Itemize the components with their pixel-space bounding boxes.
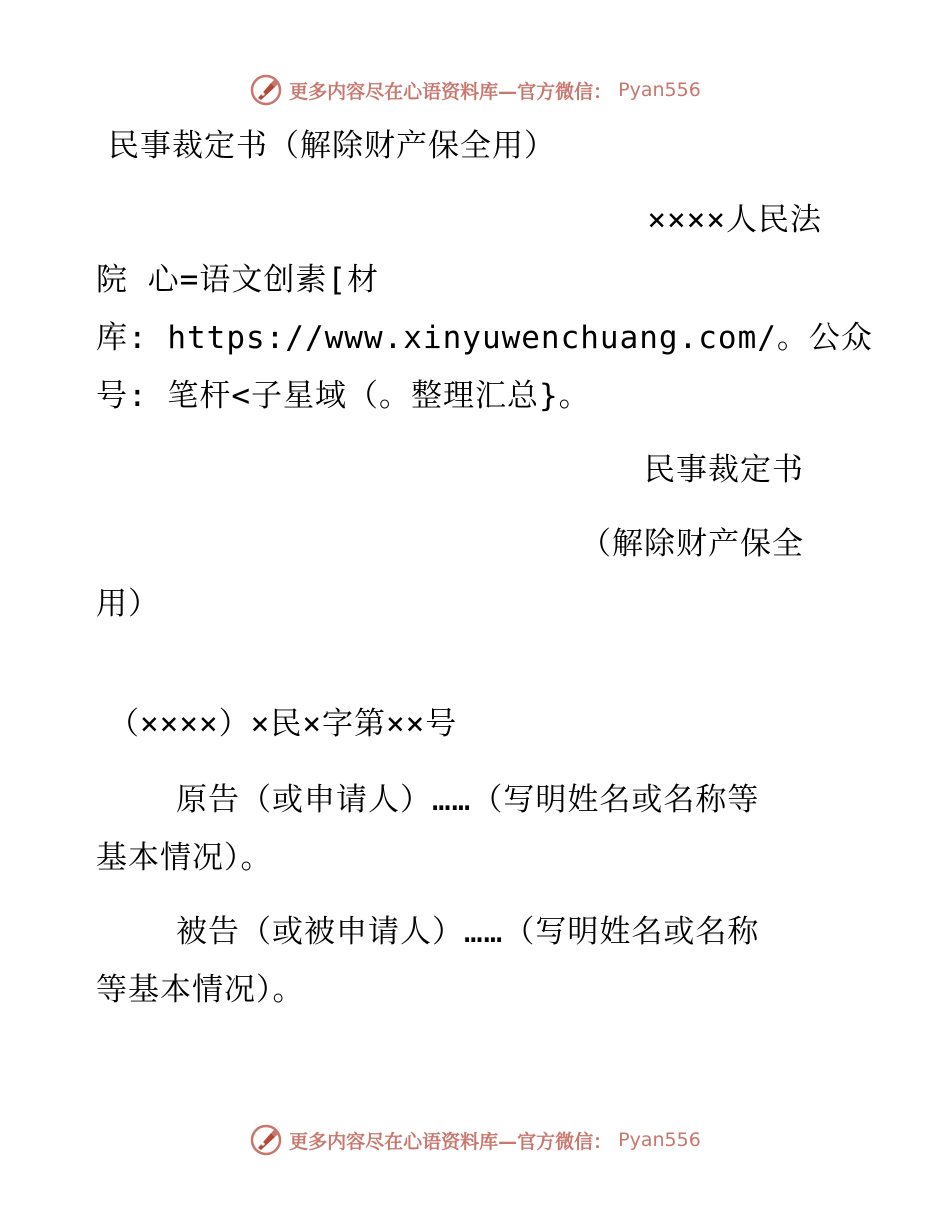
- defendant-line1: 被告（或被申请人）……（写明姓名或名称: [176, 914, 760, 950]
- plaintiff-line1: 原告（或申请人）……（写明姓名或名称等: [176, 782, 760, 818]
- case-number: （××××）×民×字第××号: [108, 706, 458, 742]
- document-subtitle-line2: 用）: [96, 586, 160, 622]
- source-url-line: 库: https://www.xinyuwenchuang.com/。公众: [96, 320, 873, 356]
- court-name-line2: 院 心=语文创素[材: [96, 262, 379, 298]
- watermark-header: [0, 70, 950, 110]
- watermark-text: 更多内容尽在心语资料库—官方微信：: [289, 80, 613, 103]
- account-line: 号: 笔杆<子星域（。整理汇总}。: [96, 378, 591, 414]
- document-heading: 民事裁定书（解除财产保全用）: [108, 128, 556, 164]
- watermark-wechat-id: Pyan556: [618, 79, 701, 101]
- watermark-text: 更多内容尽在心语资料库—官方微信：: [289, 1130, 613, 1153]
- watermark-footer: [0, 1120, 950, 1160]
- document-title: 民事裁定书: [644, 452, 804, 488]
- watermark-wechat-id: Pyan556: [618, 1129, 701, 1151]
- pen-nib-logo-icon: [249, 1123, 283, 1157]
- court-name-line1: ××××人民法: [647, 202, 822, 238]
- plaintiff-line2: 基本情况）。: [96, 840, 273, 876]
- pen-nib-logo-icon: [249, 73, 283, 107]
- document-subtitle-line1: （解除财产保全: [580, 526, 804, 562]
- defendant-line2: 等基本情况）。: [96, 972, 305, 1008]
